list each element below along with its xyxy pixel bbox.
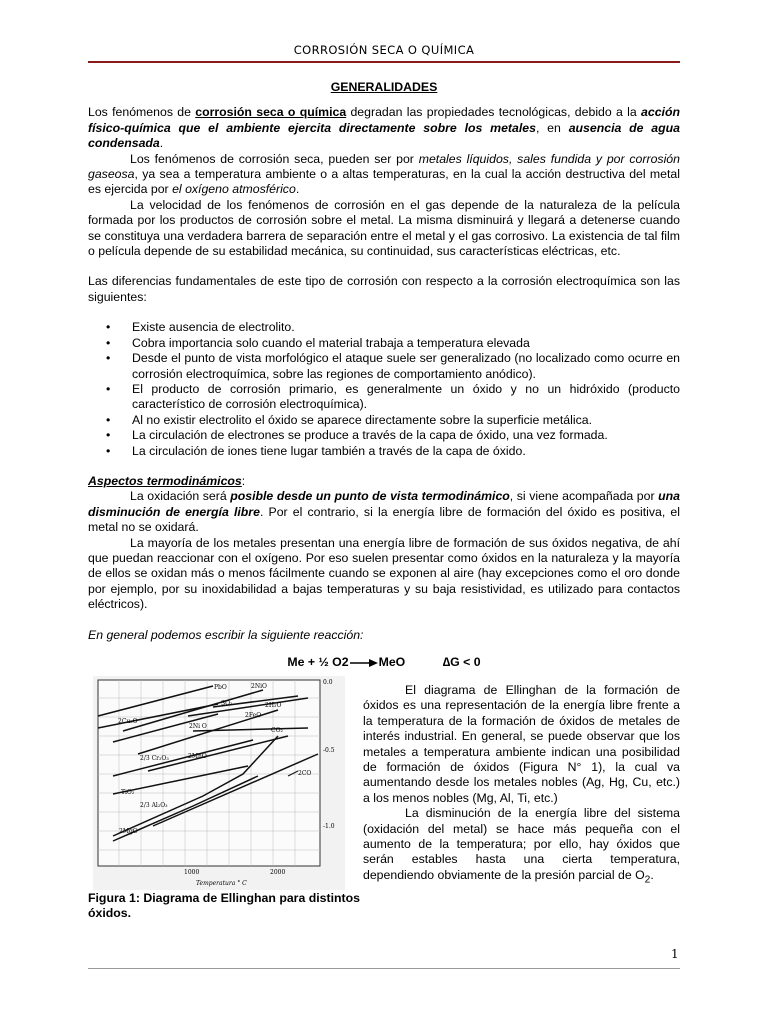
figure-tick: 2000 — [270, 869, 286, 876]
paragraph-ellingham: El diagrama de Ellinghan de la formación de óxidos es una representación de la energía libre frente a la temperatura de la formación de óxidos de metales de interés industrial. En general, se puede observar que los metales a temperatura ambiente indican una posibilidad de formación de óxidos (Figura N° 1), la cual va aumentando desde los metales nobles (Ag, Hg, Cu, etc.) a los menos nobles (Mg, Al, Ti, etc.) — [363, 683, 680, 805]
figure-label: 2MgO — [119, 828, 138, 835]
paragraph-reaction-intro: En general podemos escribir la siguiente reacción: — [88, 627, 364, 642]
side-text — [363, 683, 680, 888]
section-title: GENERALIDADES — [330, 80, 438, 94]
figure-label: 2Ni O — [189, 723, 207, 730]
figure-label: 2FeO — [245, 712, 262, 719]
list-item: • El producto de corrosión primario, es generalmente un óxido y no un hidróxido (producto característico de corrosión electroquímica). — [132, 382, 680, 413]
figure-label: 2/3 Al₂O₃ — [140, 802, 168, 809]
figure-label: CO₂ — [271, 727, 283, 734]
list-item: • Al no existir electrolito el óxido se aparece directamente sobre la superficie metálica. — [132, 413, 680, 428]
list-item: • Desde el punto de vista morfológico el ataque suele ser generalizado (no localizado como ocurre en corrosión electroquímica, sobre las regiones de comportamiento anódico). — [132, 351, 680, 382]
paragraph-differences: Las diferencias fundamentales de este tipo de corrosión con respecto a la corrosión electroquímica son las siguientes: — [88, 274, 680, 304]
figure-tick: -1.0 — [323, 823, 335, 830]
figure-label: PbO — [214, 684, 227, 691]
ellingham-diagram — [93, 676, 345, 890]
paragraph-metals: La mayoría de los metales presentan una energía libre de formación de sus óxidos negativa, de ahí que puedan reaccionar con el oxígeno. Por eso suelen presentar como óxidos en la naturaleza y la mayoría de ellos se oxidan más o menos fácilmente cuando se exponen al aire (hay excepciones como el oro donde por ejemplo, por su inoxidabilidad a bajas temperaturas y su baja resistividad, es utilizado para contactos eléctricos). — [88, 535, 680, 612]
paragraph-free-energy: La disminución de la energía libre del sistema (oxidación del metal) se hace más pequeña con el aumento de la temperatura; por ello, hay óxidos que serán estables hasta una cierta temperatura, dependiendo obviamente de la presión parcial de $O_2$. — [363, 806, 680, 886]
document-body — [88, 80, 680, 670]
section-heading-thermo: Aspectos termodinámicos: — [88, 473, 246, 488]
paragraph-types: Los fenómenos de corrosión seca, pueden ser por metales líquidos, sales fundida y por corrosión gaseosa, ya sea a temperatura ambiente o a altas temperaturas, en la cual la acción destructiva del metal es ejercida por el oxígeno atmosférico. — [88, 151, 680, 197]
running-header: CORROSIÓN SECA O QUÍMICA — [293, 43, 475, 57]
reaction-equation: Me + ½ O2 MeO ∆G < 0 — [287, 655, 481, 669]
figure-label: TiO₂ — [121, 789, 135, 796]
figure-tick: 1000 — [184, 869, 200, 876]
differences-list — [88, 320, 680, 459]
list-item: • La circulación de electrones se produce a través de la capa de óxido, una vez formada. — [132, 428, 680, 443]
paragraph-intro: Los fenómenos de corrosión seca o química degradan las propiedades tecnológicas, debido a la acción físico-química que el ambiente ejercita directamente sobre los metales, en ausencia de agua condensada. — [88, 105, 680, 151]
page-number: 1 — [671, 947, 679, 961]
header-rule — [88, 61, 680, 63]
figure-label: 2CO — [298, 770, 312, 777]
figure-tick: 0.0 — [323, 679, 333, 686]
list-item: • Existe ausencia de electrolito. — [132, 320, 680, 335]
figure-label: 2/3 Cr₂O₃ — [140, 755, 169, 762]
paragraph-oxidation: La oxidación será posible desde un punto de vista termodinámico, si viene acompañada por una disminución de energía libre. Por el contrario, si la energía libre de formación del óxido es positiva, el metal no se oxidará. — [88, 489, 680, 535]
figure-x-label: Temperatura ° C — [196, 880, 247, 887]
figure-label: 2MnO — [188, 753, 207, 760]
footer-rule — [88, 968, 680, 969]
figure-label: SO₂ — [221, 700, 233, 707]
figure-caption: Figura 1: Diagrama de Ellinghan para distintos óxidos. — [88, 891, 360, 921]
list-item: • Cobra importancia solo cuando el material trabaja a temperatura elevada — [132, 336, 680, 351]
paragraph-velocity: La velocidad de los fenómenos de corrosión en el gas depende de la naturaleza de la película formada por los productos de corrosión sobre el metal. La misma disminuirá y llegará a detenerse cuando se constituya una verdadera barrera de separación entre el metal y el gas corrosivo. La existencia de tal film o película depende de su estabilidad mecánica, su continuidad, sus características eléctricas, etc. — [88, 197, 680, 259]
list-item: • La circulación de iones tiene lugar también a través de la capa de óxido. — [132, 444, 680, 459]
figure-label: 2Cu₂O — [118, 718, 138, 725]
arrow-right-icon — [349, 658, 379, 668]
figure-label: 2H₂O — [265, 702, 282, 709]
figure-label: 2NiO — [251, 683, 267, 690]
figure-tick: -0.5 — [323, 747, 335, 754]
